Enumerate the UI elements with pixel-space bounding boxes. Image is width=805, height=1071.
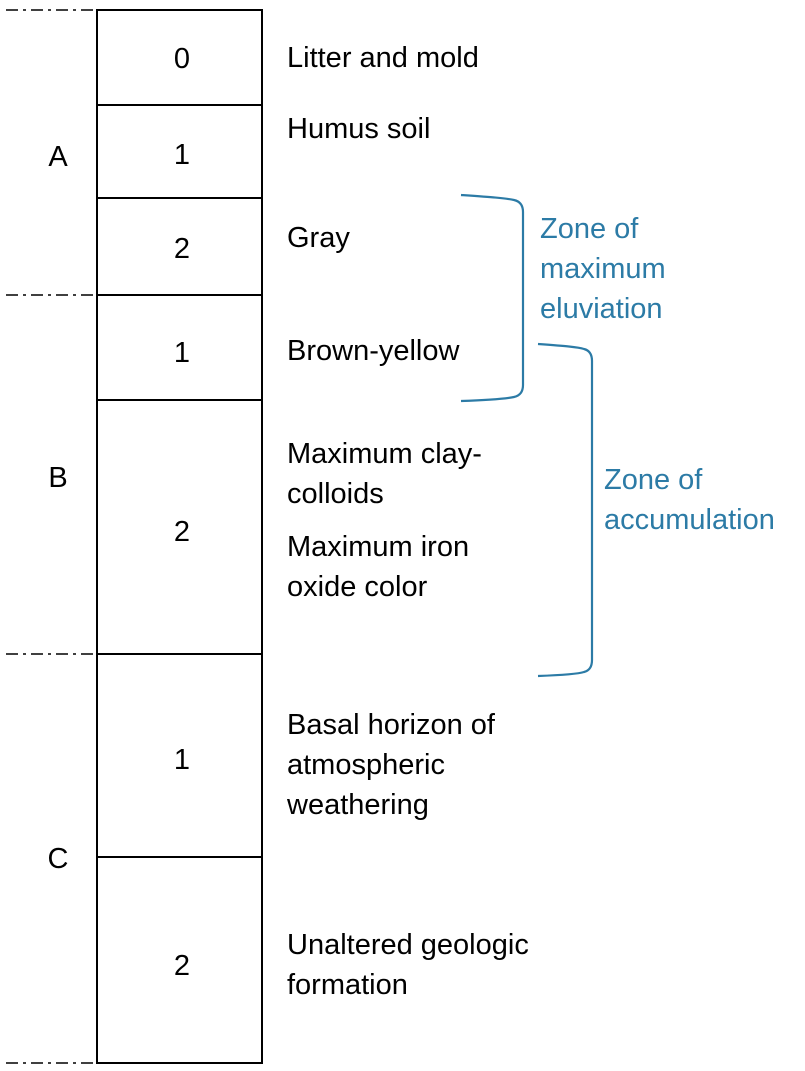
description-line: weathering xyxy=(287,789,429,821)
description-gray xyxy=(287,222,350,254)
zone-label-line: eluviation xyxy=(540,293,663,325)
description-line: colloids xyxy=(287,478,384,510)
description-line: Unaltered geologic xyxy=(287,929,529,961)
description-line: atmospheric xyxy=(287,749,445,781)
description-unaltered-formation xyxy=(287,929,537,1001)
description-litter xyxy=(287,42,479,74)
description-line: Maximum iron xyxy=(287,531,470,563)
horizon-label-b: B xyxy=(48,462,68,494)
eluviation-bracket xyxy=(461,195,523,401)
description-iron-oxide xyxy=(287,531,477,603)
description-line: oxide color xyxy=(287,571,428,603)
layer-number: 2 xyxy=(173,233,191,265)
layer-number: 2 xyxy=(173,516,191,548)
zone-label-eluviation xyxy=(540,213,674,325)
accumulation-bracket xyxy=(538,344,592,676)
zone-label-line: maximum xyxy=(540,253,666,285)
horizon-label-a: A xyxy=(48,141,68,173)
description-clay-colloids xyxy=(287,438,490,510)
description-line: Basal horizon of xyxy=(287,709,495,741)
layer-number: 0 xyxy=(173,43,191,75)
zone-label-line: Zone of xyxy=(540,213,639,245)
layer-number: 1 xyxy=(173,337,191,369)
zone-label-accumulation xyxy=(604,464,775,536)
description-basal-horizon xyxy=(286,709,503,821)
layer-number: 1 xyxy=(173,744,191,776)
description-line: Humus soil xyxy=(287,113,431,145)
zone-label-line: Zone of xyxy=(604,464,703,496)
zone-label-line: accumulation xyxy=(604,504,775,536)
description-line: Maximum clay- xyxy=(287,438,482,470)
horizon-label-c: C xyxy=(47,843,69,875)
description-humus xyxy=(287,113,430,145)
layer-number: 1 xyxy=(173,139,191,171)
layer-number: 2 xyxy=(173,950,191,982)
description-line: Litter and mold xyxy=(287,42,479,74)
description-brown-yellow xyxy=(287,335,460,367)
description-line: Gray xyxy=(287,222,350,254)
description-line: Brown-yellow xyxy=(287,335,460,367)
description-line: formation xyxy=(287,969,408,1001)
